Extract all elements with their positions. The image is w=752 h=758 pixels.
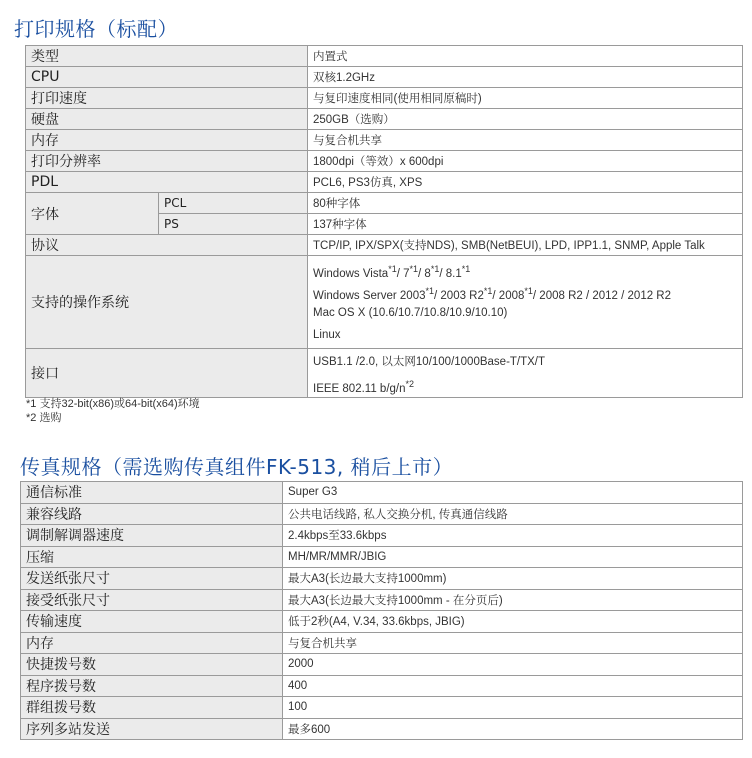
row-label: 兼容线路 [21, 503, 283, 525]
fax-spec-title: 传真规格（需选购传真组件FK-513, 稍后上市） [20, 455, 454, 479]
row-label: 调制解调器速度 [21, 525, 283, 547]
row-value: 137种字体 [308, 214, 743, 235]
row-value: 最大A3(长边最大支持1000mm) [283, 568, 743, 590]
row-label: 字体 [26, 193, 159, 235]
row-label: 协议 [26, 235, 308, 256]
table-row [21, 525, 743, 547]
table-row [21, 503, 743, 525]
row-label: 快捷拨号数 [21, 654, 283, 676]
row-value: 1800dpi（等效）x 600dpi [308, 151, 743, 172]
table-row [21, 589, 743, 611]
table-row [21, 654, 743, 676]
row-value: 双核1.2GHz [308, 67, 743, 88]
row-value: 与复合机共享 [308, 130, 743, 151]
row-label: 程序拨号数 [21, 675, 283, 697]
row-value: 80种字体 [308, 193, 743, 214]
row-value: 400 [283, 675, 743, 697]
row-value: 内置式 [308, 46, 743, 67]
row-sublabel: PS [159, 214, 308, 235]
row-value: 与复印速度相同(使用相同原稿时) [308, 88, 743, 109]
row-label: 压缩 [21, 546, 283, 568]
row-value: MH/MR/MMR/JBIG [283, 546, 743, 568]
row-label: 发送纸张尺寸 [21, 568, 283, 590]
row-value: 100 [283, 697, 743, 719]
row-label: 打印速度 [26, 88, 308, 109]
table-row [26, 235, 743, 256]
row-value: PCL6, PS3仿真, XPS [308, 172, 743, 193]
table-row [21, 482, 743, 504]
os-line: Windows Vista$^{*1}$/ 7$^{*1}$/ 8$^{*1}$/ 8.1$^{*1}$ [313, 264, 471, 280]
table-row [26, 193, 743, 214]
table-row [21, 611, 743, 633]
footnote: *2 选购 [26, 412, 62, 424]
row-sublabel: PCL [159, 193, 308, 214]
row-label: 传输速度 [21, 611, 283, 633]
row-value [308, 256, 743, 349]
row-value: Super G3 [283, 482, 743, 504]
row-label: 通信标准 [21, 482, 283, 504]
table-row [21, 718, 743, 740]
table-row [21, 568, 743, 590]
row-value: 低于2秒(A4, V.34, 33.6kbps, JBIG) [283, 611, 743, 633]
table-row [26, 46, 743, 67]
table-row [26, 151, 743, 172]
table-row [26, 172, 743, 193]
table-row [26, 256, 743, 349]
row-label: 接受纸张尺寸 [21, 589, 283, 611]
row-value [308, 349, 743, 398]
interface-line: IEEE 802.11 $b/g/n^{*2}$ [313, 379, 415, 395]
table-row [26, 67, 743, 88]
fax-spec-table [20, 481, 743, 740]
interface-line: USB1.1 /2.0, 以太网10/100/1000Base-T/TX/T [313, 356, 546, 368]
table-row [26, 88, 743, 109]
footnote: *1 支持32-bit(x86)或64-bit(x64)环境 [26, 398, 200, 410]
row-label: 内存 [21, 632, 283, 654]
print-spec-table [25, 45, 743, 398]
table-row [26, 109, 743, 130]
row-value: 公共电话线路, 私人交换分机, 传真通信线路 [283, 503, 743, 525]
os-line: Windows Server 2003$^{*1}$/ 2003 R2$^{*1}$/ 2008$^{*1}$/ 2008 R2 / 2012 / 2012 R2 [313, 286, 672, 302]
os-line: Mac OS X (10.6/10.7/10.8/10.9/10.10) [313, 307, 508, 319]
row-label: 打印分辨率 [26, 151, 308, 172]
row-value: 最大A3(长边最大支持1000mm - 在分页后) [283, 589, 743, 611]
row-label: 硬盘 [26, 109, 308, 130]
table-row [21, 546, 743, 568]
row-label: PDL [26, 172, 308, 193]
row-value: 2.4kbps至33.6kbps [283, 525, 743, 547]
table-row [21, 697, 743, 719]
row-label: 接口 [26, 349, 308, 398]
row-label: CPU [26, 67, 308, 88]
row-value: 与复合机共享 [283, 632, 743, 654]
row-value: 最多600 [283, 718, 743, 740]
row-label: 群组拨号数 [21, 697, 283, 719]
os-line: Linux [313, 329, 341, 341]
row-value: TCP/IP, IPX/SPX(支持NDS), SMB(NetBEUI), LPD, IPP1.1, SNMP, Apple Talk [308, 235, 743, 256]
table-row [26, 349, 743, 398]
row-label: 支持的操作系统 [26, 256, 308, 349]
row-value: 2000 [283, 654, 743, 676]
table-row [21, 675, 743, 697]
table-row [26, 130, 743, 151]
row-label: 序列多站发送 [21, 718, 283, 740]
table-row [21, 632, 743, 654]
row-value: 250GB（选购） [308, 109, 743, 130]
row-label: 类型 [26, 46, 308, 67]
print-spec-title: 打印规格（标配） [14, 17, 178, 41]
row-label: 内存 [26, 130, 308, 151]
